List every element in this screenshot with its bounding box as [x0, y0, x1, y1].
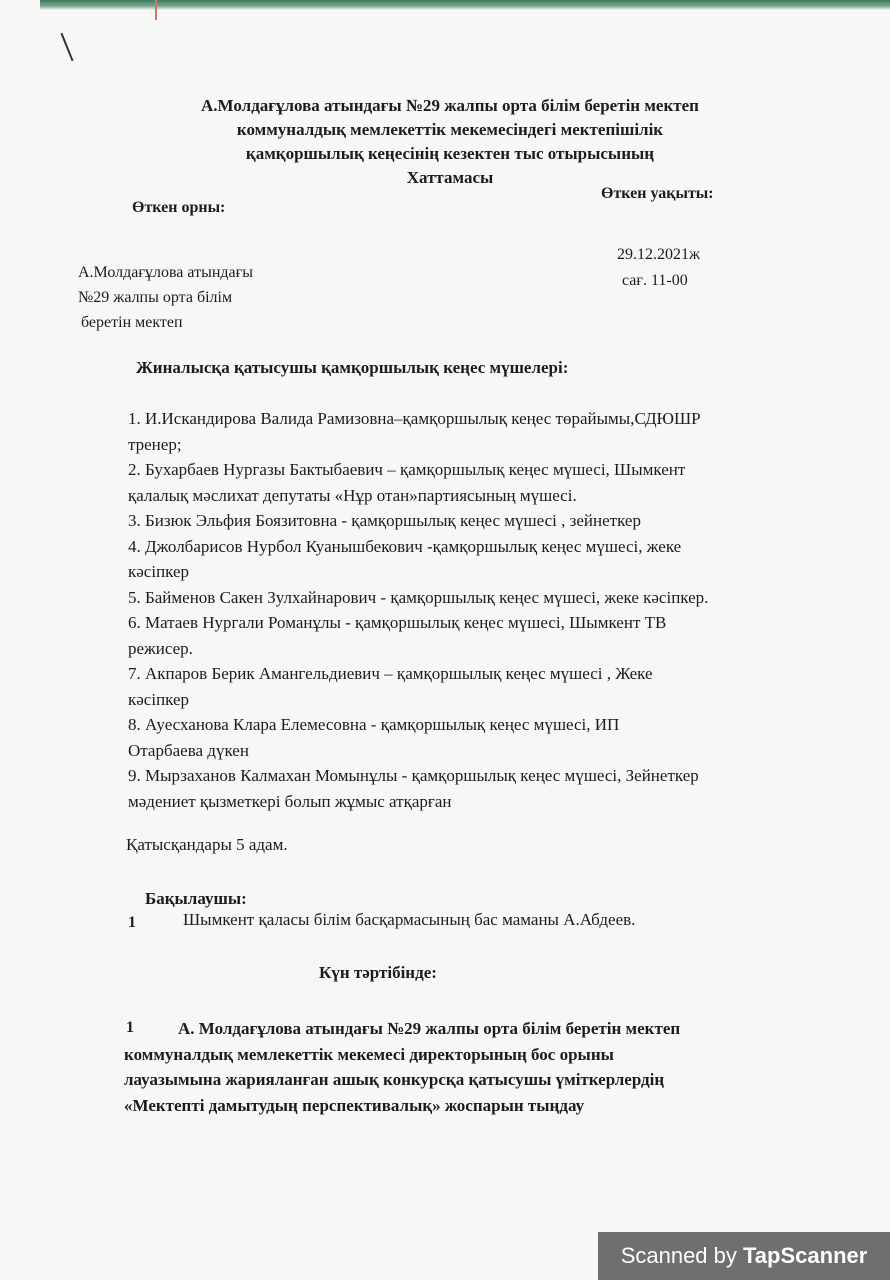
agenda-item	[124, 1016, 680, 1118]
members-list	[128, 406, 828, 814]
document-title	[100, 94, 800, 190]
member-line: 8. Ауесханова Клара Елемесовна - қамқоршылық кеңес мүшесі, ИП	[128, 715, 620, 734]
place-line: №29 жалпы орта білім	[78, 289, 233, 306]
place-label: Өткен орны:	[132, 199, 226, 216]
time-label: Өткен уақыты:	[601, 185, 714, 202]
agenda-number: 1	[126, 1019, 134, 1036]
observer-heading: Бақылаушы:	[145, 889, 247, 908]
member-line: 3. Бизюк Эльфия Боязитовна - қамқоршылық кеңес мүшесі , зейнеткер	[128, 511, 641, 530]
agenda-heading: Күн тәртібінде:	[319, 963, 437, 982]
member-line: қалалық мәслихат депутаты «Нұр отан»партиясының мүшесі.	[128, 485, 577, 505]
scan-corner-mark	[155, 0, 157, 20]
title-line: Хаттамасы	[406, 168, 494, 187]
member-line: 6. Матаев Нургали Романұлы - қамқоршылық кеңес мүшесі, Шымкент ТВ	[128, 613, 667, 632]
member-line: 9. Мырзаханов Калмахан Момынұлы - қамқоршылық кеңес мүшесі, Зейнеткер	[128, 766, 699, 785]
place-line: беретін мектеп	[81, 314, 183, 331]
member-line: тренер;	[128, 434, 182, 454]
agenda-line: лауазымына жарияланған ашық конкурсқа қатысушы үміткерлердің	[124, 1070, 665, 1089]
pen-mark	[60, 33, 73, 62]
member-line: 1. И.Искандирова Валида Рамизовна–қамқоршылық кеңес төрайымы,СДЮШР	[128, 409, 701, 428]
attendance-count: Қатысқандары 5 адам.	[126, 835, 288, 854]
member-line: мәдениет қызметкері болып жұмыс атқарған	[128, 791, 452, 811]
observer-number: 1	[128, 914, 136, 931]
observer-text: Шымкент қаласы білім басқармасының бас маманы А.Абдеев.	[183, 910, 636, 929]
title-line: А.Молдағұлова атындағы №29 жалпы орта білім беретін мектеп	[201, 96, 699, 115]
meeting-date: 29.12.2021ж	[617, 246, 701, 263]
place-line: А.Молдағұлова атындағы	[78, 264, 253, 281]
member-line: 7. Акпаров Берик Амангельдиевич – қамқоршылық кеңес мүшесі , Жеке	[128, 664, 653, 683]
title-line: коммуналдық мемлекеттік мекемесіндегі мектепішілік	[236, 120, 664, 139]
member-line: 5. Байменов Сакен Зулхайнарович - қамқоршылық кеңес мүшесі, жеке кәсіпкер.	[128, 587, 709, 607]
agenda-line: «Мектепті дамытудың перспективалық» жоспарын тыңдау	[124, 1095, 585, 1115]
meeting-hour: сағ. 11-00	[622, 272, 688, 289]
agenda-line: А. Молдағұлова атындағы №29 жалпы орта білім беретін мектеп	[178, 1019, 681, 1038]
member-line: 4. Джолбарисов Нурбол Куанышбекович -қамқоршылық кеңес мүшесі, жеке	[128, 536, 682, 556]
scanner-prefix: Scanned by	[620, 1243, 743, 1268]
member-line: 2. Бухарбаев Нургазы Бактыбаевич – қамқоршылық кеңес мүшесі, Шымкент	[128, 460, 686, 479]
member-line: режисер.	[128, 638, 193, 658]
scan-top-edge	[40, 0, 890, 10]
member-line: Отарбаева дүкен	[128, 740, 249, 760]
agenda-line: коммуналдық мемлекеттік мекемесі директорының бос орыны	[124, 1044, 614, 1064]
title-line: қамқоршылық кеңесінің кезектен тыс отырысының	[245, 144, 655, 163]
member-line: кәсіпкер	[128, 689, 190, 709]
place-block	[78, 260, 253, 335]
member-line: кәсіпкер	[128, 562, 190, 581]
scanner-watermark	[598, 1232, 890, 1280]
scanner-brand: TapScanner	[743, 1243, 868, 1268]
members-heading: Жиналысқа қатысушы қамқоршылық кеңес мүшелері:	[136, 358, 569, 377]
